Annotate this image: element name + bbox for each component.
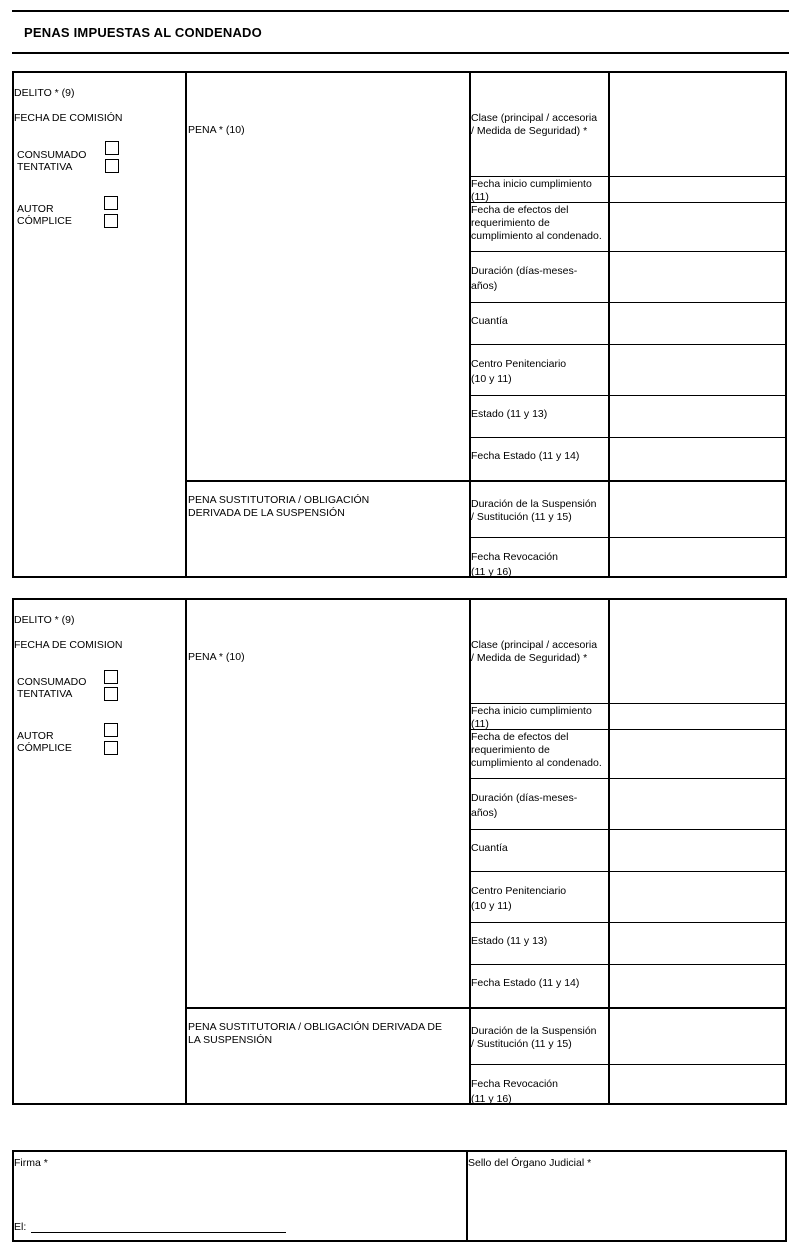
row-divider [469, 829, 785, 830]
row-divider [469, 395, 785, 396]
tentativa-checkbox[interactable] [104, 687, 118, 701]
field-label-clase: Clase (principal / accesoria / Medida de Seguridad) * [471, 112, 598, 137]
header-bottom-rule [12, 52, 789, 54]
field-label-fecha-revocacion: Fecha Revocación (11 y 16) [471, 551, 558, 578]
consumado-checkbox[interactable] [105, 141, 119, 155]
pena-sustitutoria-label: LA SUSPENSIÓN [188, 1034, 273, 1046]
autor-label: AUTOR [17, 730, 54, 742]
pena-sustitutoria-label: PENA SUSTITUTORIA / OBLIGACIÓN DERIVADA DE [188, 1021, 443, 1033]
field-label-duracion-suspension: Duración de la Suspensión / Sustitución (11 y 15) [471, 498, 597, 523]
complice-label: CÓMPLICE [17, 215, 72, 227]
field-label-fecha-inicio: Fecha inicio cumplimiento (11) [471, 178, 592, 203]
fecha-comision-label: FECHA DE COMISIÓN [14, 112, 123, 124]
field-label-fecha-efectos: Fecha de efectos del requerimiento de cumplimiento al condenado. [471, 731, 602, 769]
tentativa-label: TENTATIVA [17, 161, 73, 173]
col-divider [608, 73, 610, 576]
consumado-label: CONSUMADO [17, 676, 87, 688]
autor-label: AUTOR [17, 203, 54, 215]
field-label-estado: Estado (11 y 13) [471, 935, 548, 947]
tentativa-label: TENTATIVA [17, 688, 73, 700]
col-divider [185, 600, 187, 1103]
el-label: El: [14, 1221, 27, 1233]
el-signature-line[interactable] [31, 1232, 286, 1233]
field-label-fecha-estado: Fecha Estado (11 y 14) [471, 977, 580, 989]
sello-label: Sello del Órgano Judicial * [468, 1157, 592, 1169]
row-divider [469, 871, 785, 872]
consumado-checkbox[interactable] [104, 670, 118, 684]
row-divider [469, 964, 785, 965]
field-label-fecha-estado: Fecha Estado (11 y 14) [471, 450, 580, 462]
pena-label: PENA * (10) [188, 124, 245, 136]
field-label-fecha-revocacion: Fecha Revocación (11 y 16) [471, 1078, 558, 1105]
pena-sustitutoria-divider [185, 480, 785, 482]
field-label-cuantia: Cuantía [471, 842, 508, 854]
field-label-duracion: Duración (días-meses- años) [471, 792, 578, 819]
row-divider [469, 251, 785, 252]
page-title: PENAS IMPUESTAS AL CONDENADO [24, 25, 262, 40]
row-divider [469, 437, 785, 438]
penalty-block-1 [12, 71, 787, 578]
signature-section [12, 1150, 787, 1242]
field-label-fecha-efectos: Fecha de efectos del requerimiento de cumplimiento al condenado. [471, 204, 602, 242]
field-label-cuantia: Cuantía [471, 315, 508, 327]
field-label-duracion-suspension: Duración de la Suspensión / Sustitución (11 y 15) [471, 1025, 597, 1050]
row-divider [469, 344, 785, 345]
field-label-clase: Clase (principal / accesoria / Medida de Seguridad) * [471, 639, 598, 664]
field-label-estado: Estado (11 y 13) [471, 408, 548, 420]
consumado-label: CONSUMADO [17, 149, 87, 161]
header-top-rule [12, 10, 789, 12]
row-divider [469, 1064, 785, 1065]
pena-sustitutoria-label: DERIVADA DE LA SUSPENSIÓN [188, 507, 345, 519]
autor-checkbox[interactable] [104, 723, 118, 737]
col-divider [608, 600, 610, 1103]
autor-checkbox[interactable] [104, 196, 118, 210]
complice-checkbox[interactable] [104, 214, 118, 228]
row-divider [469, 537, 785, 538]
field-label-centro-penitenciario: Centro Penitenciario (10 y 11) [471, 358, 567, 385]
row-divider [469, 302, 785, 303]
complice-checkbox[interactable] [104, 741, 118, 755]
row-divider [469, 176, 785, 177]
fecha-comision-label: FECHA DE COMISION [14, 639, 123, 651]
penalty-block-2 [12, 598, 787, 1105]
complice-label: CÓMPLICE [17, 742, 72, 754]
row-divider [469, 922, 785, 923]
col-divider [185, 73, 187, 576]
field-label-centro-penitenciario: Centro Penitenciario (10 y 11) [471, 885, 567, 912]
pena-label: PENA * (10) [188, 651, 245, 663]
tentativa-checkbox[interactable] [105, 159, 119, 173]
pena-sustitutoria-label: PENA SUSTITUTORIA / OBLIGACIÓN [188, 494, 370, 506]
pena-sustitutoria-divider [185, 1007, 785, 1009]
row-divider [469, 703, 785, 704]
row-divider [469, 778, 785, 779]
field-label-fecha-inicio: Fecha inicio cumplimiento (11) [471, 705, 592, 730]
delito-label: DELITO * (9) [14, 87, 75, 99]
firma-label: Firma * [14, 1157, 48, 1169]
field-label-duracion: Duración (días-meses- años) [471, 265, 578, 292]
delito-label: DELITO * (9) [14, 614, 75, 626]
